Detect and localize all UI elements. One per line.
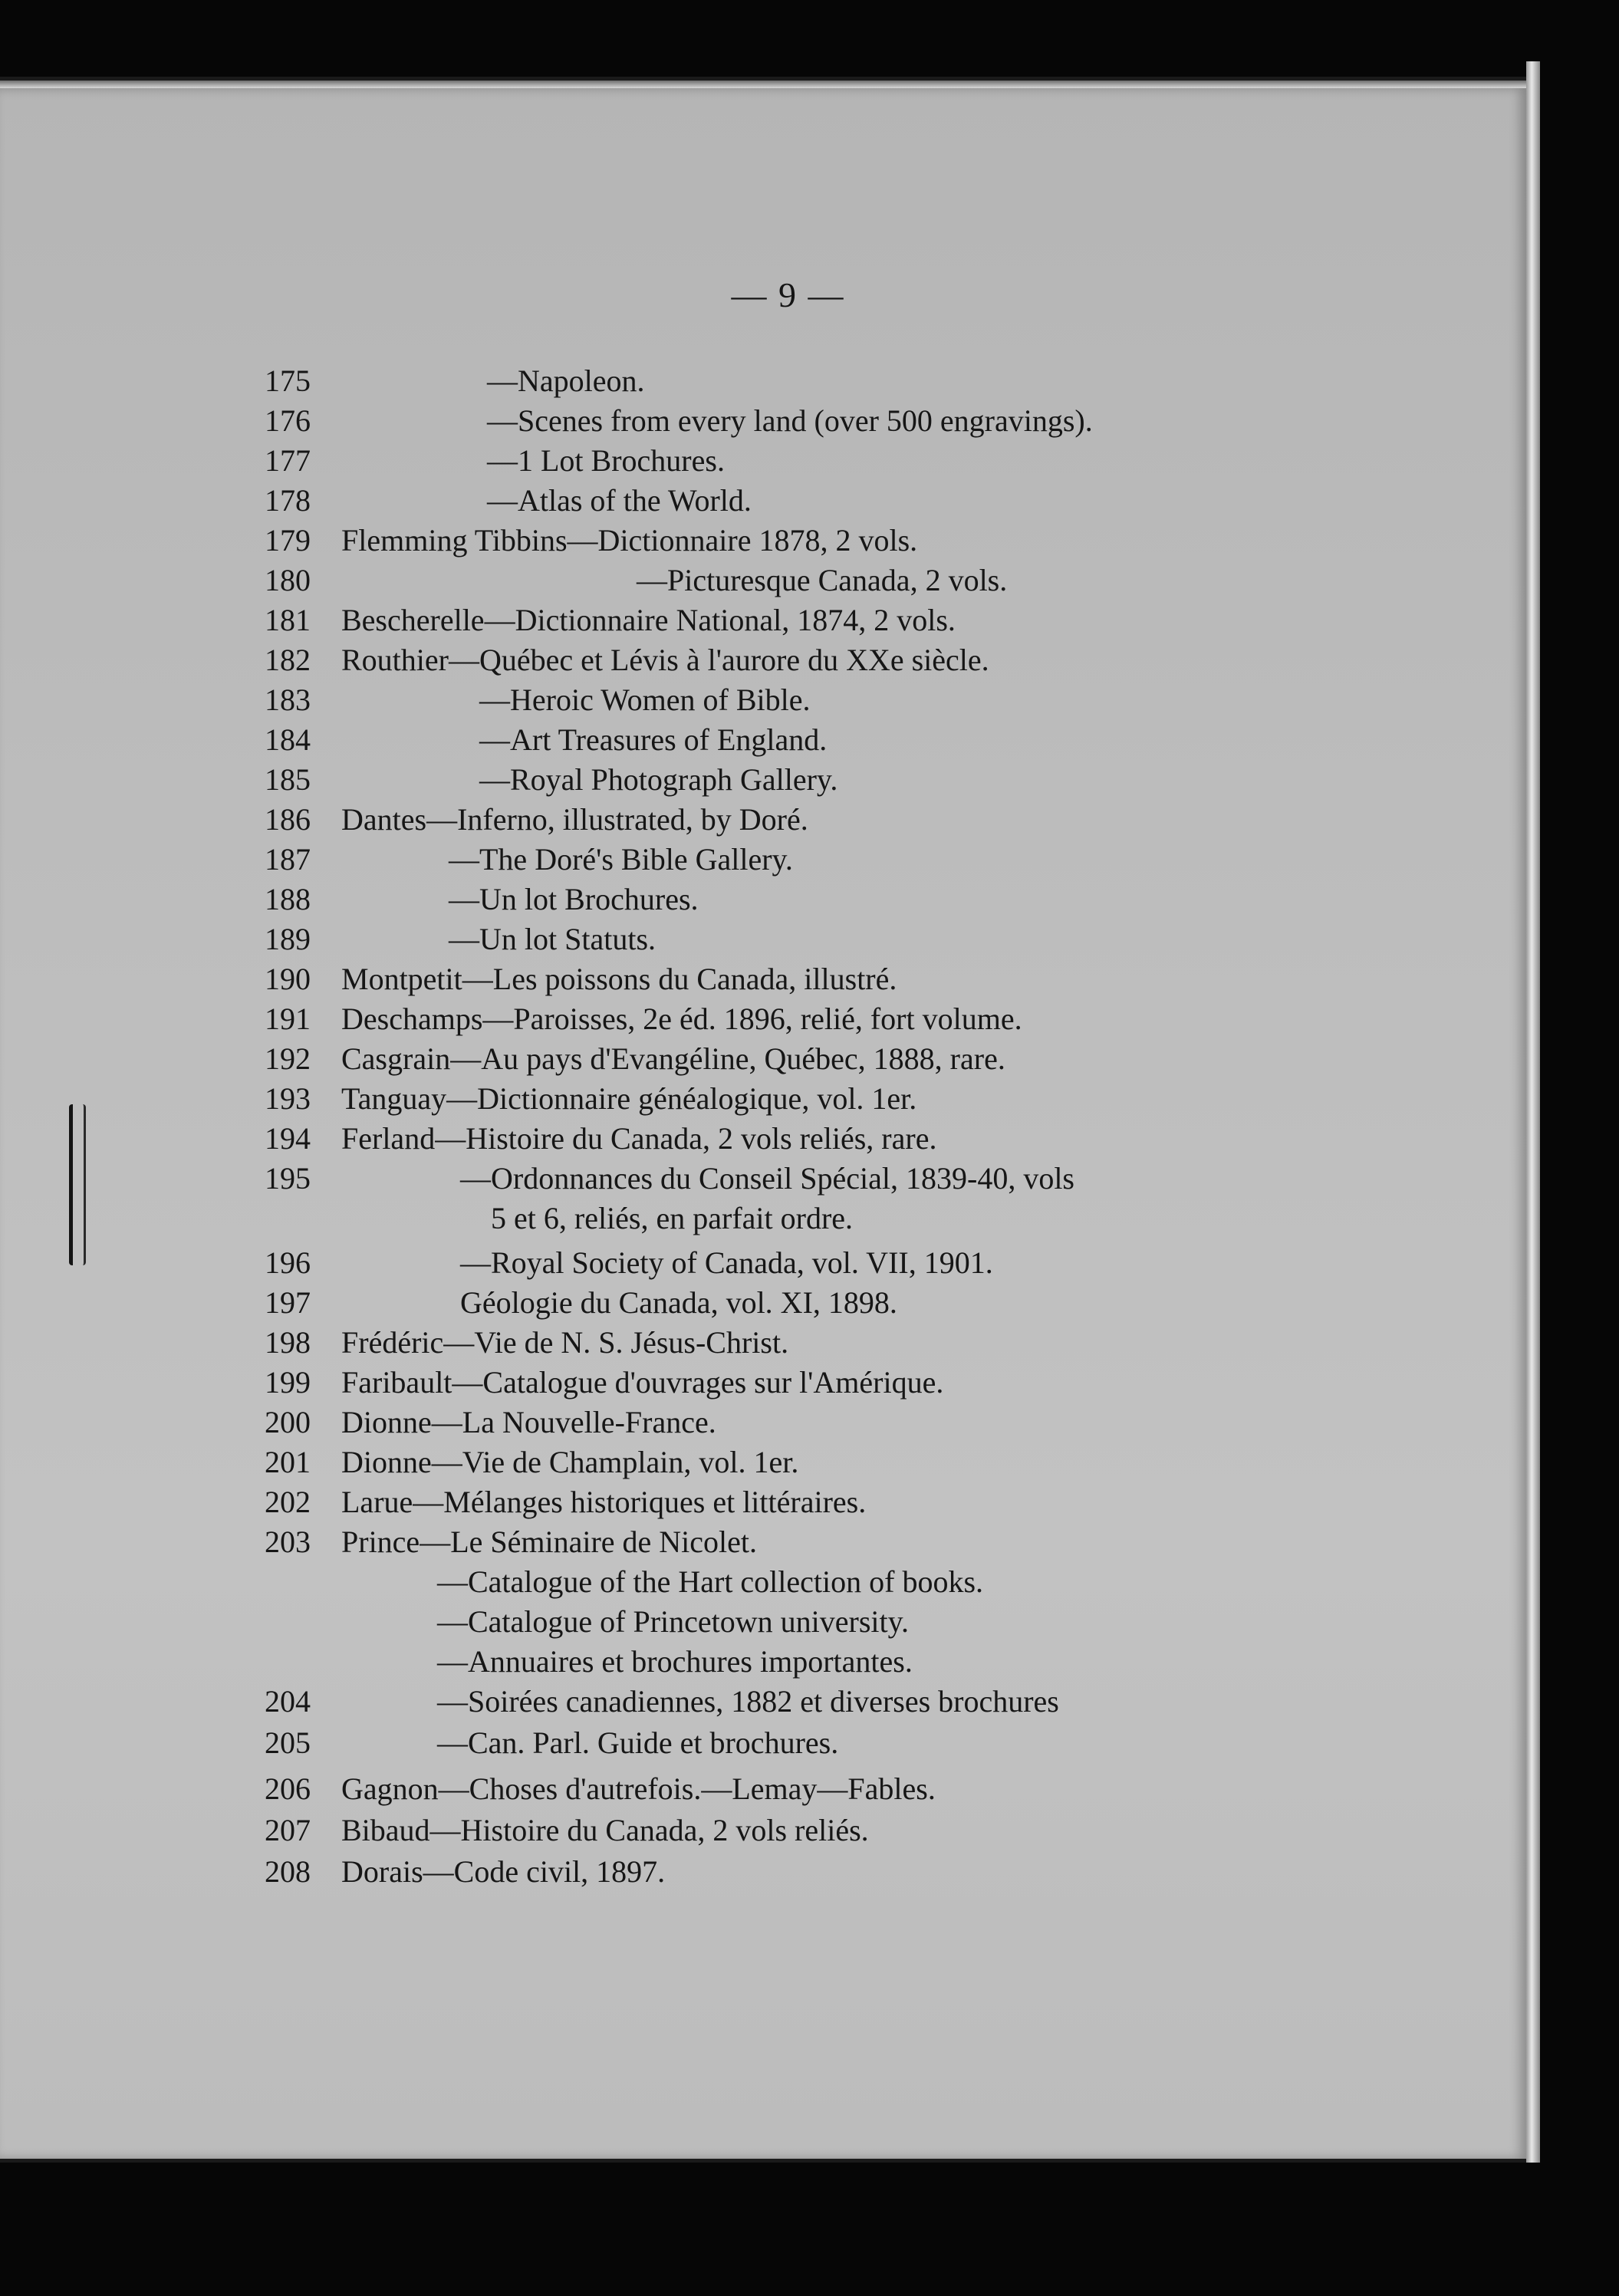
entry-text: —Heroic Women of Bible. xyxy=(479,683,811,717)
entry-number: 195 xyxy=(265,1161,311,1196)
entry-number: 205 xyxy=(265,1725,311,1760)
entry-text: —Royal Photograph Gallery. xyxy=(479,762,838,797)
entry-number: 200 xyxy=(265,1405,311,1439)
entry-text: —Un lot Brochures. xyxy=(449,882,699,916)
entry-number: 206 xyxy=(265,1771,311,1806)
entry-text: Faribault—Catalogue d'ouvrages sur l'Amérique. xyxy=(341,1365,944,1400)
entry-number: 204 xyxy=(265,1684,311,1719)
entry-number: 177 xyxy=(265,443,311,478)
entry-text: Dionne—Vie de Champlain, vol. 1er. xyxy=(341,1445,799,1479)
entry-text: —Soirées canadiennes, 1882 et diverses brochures xyxy=(437,1684,1059,1719)
entry-number: 202 xyxy=(265,1485,311,1519)
entry-number: 198 xyxy=(265,1325,311,1360)
entry-number: 203 xyxy=(265,1525,311,1559)
entry-text: Montpetit—Les poissons du Canada, illustré. xyxy=(341,962,897,996)
entry-text: —Catalogue of Princetown university. xyxy=(437,1604,910,1639)
entry-number: 181 xyxy=(265,603,311,637)
entry-text: Deschamps—Paroisses, 2e éd. 1896, relié, fort volume. xyxy=(341,1002,1022,1036)
entry-text: —Atlas of the World. xyxy=(487,483,752,518)
entry-number: 207 xyxy=(265,1813,311,1847)
entry-number: 183 xyxy=(265,683,311,717)
entry-number: 186 xyxy=(265,802,311,837)
entry-text: Prince—Le Séminaire de Nicolet. xyxy=(341,1525,758,1559)
entry-number: 185 xyxy=(265,762,311,797)
entry-text: Routhier—Québec et Lévis à l'aurore du XXe siècle. xyxy=(341,643,989,677)
entry-text: Frédéric—Vie de N. S. Jésus-Christ. xyxy=(341,1325,789,1360)
entry-text: —Un lot Statuts. xyxy=(449,922,656,956)
entry-text: —Picturesque Canada, 2 vols. xyxy=(637,563,1008,597)
entry-number: 175 xyxy=(265,363,311,398)
entry-number: 188 xyxy=(265,882,311,916)
entry-number: 190 xyxy=(265,962,311,996)
page-number: — 9 — xyxy=(731,275,845,314)
entry-text: —The Doré's Bible Gallery. xyxy=(449,842,793,877)
entry-number: 196 xyxy=(265,1245,311,1280)
entry-text: —Ordonnances du Conseil Spécial, 1839-40, vols xyxy=(460,1161,1074,1196)
entry-number: 189 xyxy=(265,922,311,956)
entry-text: Larue—Mélanges historiques et littéraires. xyxy=(341,1485,867,1519)
page-right-edge xyxy=(1526,61,1540,2163)
entry-text: Casgrain—Au pays d'Evangéline, Québec, 1888, rare. xyxy=(341,1041,1005,1076)
entry-text: Bibaud—Histoire du Canada, 2 vols reliés. xyxy=(341,1813,869,1847)
binding-mark xyxy=(69,1104,86,1265)
entry-number: 208 xyxy=(265,1854,311,1889)
entry-number: 192 xyxy=(265,1041,311,1076)
entry-text: —1 Lot Brochures. xyxy=(487,443,725,478)
entry-number: 179 xyxy=(265,523,311,558)
entry-number: 199 xyxy=(265,1365,311,1400)
entry-number: 197 xyxy=(265,1285,311,1320)
entry-text: Bescherelle—Dictionnaire National, 1874, 2 vols. xyxy=(341,603,956,637)
entry-text: —Catalogue of the Hart collection of books. xyxy=(437,1564,984,1599)
entry-number: 184 xyxy=(265,722,311,757)
entry-text: 5 et 6, reliés, en parfait ordre. xyxy=(491,1201,854,1235)
entry-number: 194 xyxy=(265,1121,311,1156)
entry-text: Dorais—Code civil, 1897. xyxy=(341,1854,666,1889)
entry-number: 201 xyxy=(265,1445,311,1479)
entry-text: Dantes—Inferno, illustrated, by Doré. xyxy=(341,802,808,837)
entry-number: 176 xyxy=(265,403,311,438)
entry-number: 178 xyxy=(265,483,311,518)
entry-text: Gagnon—Choses d'autrefois.—Lemay—Fables. xyxy=(341,1771,936,1806)
entry-number: 193 xyxy=(265,1081,311,1116)
page-top-edge xyxy=(0,81,1538,88)
entry-text: —Scenes from every land (over 500 engravings). xyxy=(487,403,1093,438)
entry-number: 191 xyxy=(265,1002,311,1036)
entry-text: —Art Treasures of England. xyxy=(479,722,828,757)
entry-text: Dionne—La Nouvelle-France. xyxy=(341,1405,716,1439)
entry-number: 187 xyxy=(265,842,311,877)
entry-text: Ferland—Histoire du Canada, 2 vols reliés, rare. xyxy=(341,1121,937,1156)
entry-text: —Can. Parl. Guide et brochures. xyxy=(437,1725,839,1760)
entry-number: 182 xyxy=(265,643,311,677)
entry-number: 180 xyxy=(265,563,311,597)
entry-text: —Royal Society of Canada, vol. VII, 1901. xyxy=(460,1245,993,1280)
entry-text: Flemming Tibbins—Dictionnaire 1878, 2 vols. xyxy=(341,523,918,558)
entry-text: —Napoleon. xyxy=(487,363,645,398)
entry-text: Tanguay—Dictionnaire généalogique, vol. 1er. xyxy=(341,1081,917,1116)
entry-text: —Annuaires et brochures importantes. xyxy=(437,1644,913,1679)
entry-text: Géologie du Canada, vol. XI, 1898. xyxy=(460,1285,897,1320)
